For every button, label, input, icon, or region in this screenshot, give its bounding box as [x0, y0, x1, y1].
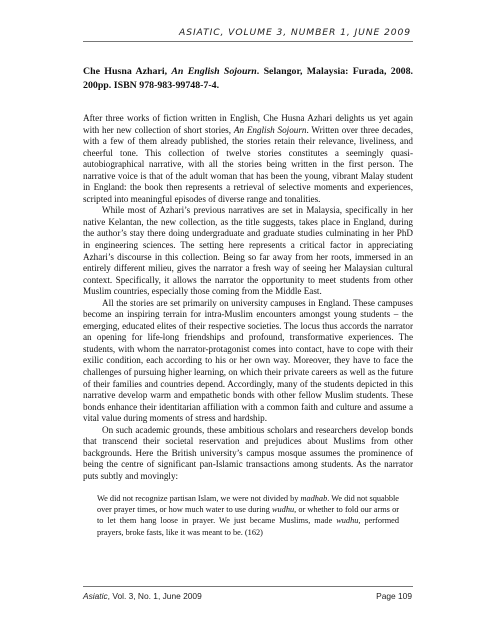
- citation-book-title: An English Sojourn: [171, 66, 257, 77]
- footer-journal-name: Asiatic: [83, 591, 108, 601]
- quote-term: wudhu: [271, 504, 295, 514]
- paragraph: [83, 425, 413, 483]
- book-citation: [83, 65, 413, 93]
- quote-run: , or whether to fold our arms or to let them hang loose in prayer. We just became Muslims, made: [97, 504, 399, 526]
- running-head: ASIATIC, VOLUME 3, NUMBER 1, JUNE 2009: [179, 27, 411, 38]
- footer-issue: , Vol. 3, No. 1, June 2009: [107, 591, 202, 601]
- quote-run: . We did not squabble over prayer times, or how much water to use during: [97, 493, 399, 514]
- text-run: On such academic grounds, these ambitious scholars and researchers develop bonds that transcend their societal reservation and prejudices about Muslims from other backgrounds. Here the British university’s campus mosque assumes the prominence of being the centre of significant pan-Islamic transactions among students. As the narrator puts subtly and movingly:: [83, 424, 413, 481]
- quote-term: madhab: [300, 493, 328, 503]
- text-run: After three works of fiction written in English, Che Husna Azhari delights us yet again with her new collection of short stories,: [83, 113, 413, 135]
- article-body: [83, 65, 413, 538]
- book-title-inline: An English Sojourn: [233, 124, 307, 135]
- paragraph: [83, 205, 413, 297]
- quote-run: , performed prayers, broke fasts, like it was meant to be. (162): [97, 516, 400, 537]
- review-text: [83, 113, 413, 483]
- text-run: While most of Azhari’s previous narratives are set in Malaysia, specifically in her native Kelantan, the new collection, as the title suggests, takes place in England, during the author’s stay there doing undergraduate and graduate studies culminating in her PhD in engineering sciences. The setting here represents a critical factor in appreciating Azhari’s discourse in this collection. Being so far away from her roots, immersed in an entirely different milieu, gives the narrator a fresh way of seeing her Malaysian cultural context. Specifically, it allows the narrator the opportunity to meet students from other Muslim countries, especially those coming from the Middle East.: [83, 205, 413, 297]
- citation-details: . Selangor, Malaysia: Furada, 2008. 200pp. ISBN 978-983-99748-7-4.: [83, 66, 413, 91]
- text-run: All the stories are set primarily on university campuses in England. These campuses become an inspiring terrain for intra-Muslim encounters amongst young students – the emerging, educated elites of their respective societies. The locus thus accords the narrator an opening for life-long friendships and profound, transformative experiences. The students, with whom the narrator-protagonist comes into contact, have to cope with their exilic condition, each according to his or her own way. Moreover, they have to face the challenges of pursuing higher learning, on which their private careers as well as the future of their families and countries depend. Accordingly, many of the students depicted in this narrative develop warm and empathetic bonds with other fellow Muslim students. These bonds enhance their identitarian affiliation with a common faith and culture and assume a vital value during moments of stress and hardship.: [83, 297, 413, 424]
- footer-journal-info: [83, 591, 202, 601]
- paragraph: [83, 298, 413, 425]
- quote-term: wudhu: [336, 516, 359, 526]
- footer-rule: [83, 586, 413, 587]
- paragraph: [83, 113, 413, 205]
- page-number: Page 109: [376, 591, 412, 601]
- quote-run: We did not recognize partisan Islam, we were not divided by: [97, 493, 301, 503]
- text-run: . Written over three decades, with a few of them already published, the stories retain their relevance, liveliness, and cheerful tone. This collection of twelve stories constitutes a seemingly quasi-autobiographical narrative, with all the stories being written in the first person. The narrative voice is that of the adult woman that has been the young, vibrant Malay student in England: the book then represents a retrieval of selective moments and experiences, scripted into meaningful episodes of diverse range and tonalities.: [83, 124, 413, 204]
- header-rule: [83, 41, 413, 42]
- citation-author: Che Husna Azhari,: [83, 66, 172, 77]
- block-quote: [97, 493, 399, 539]
